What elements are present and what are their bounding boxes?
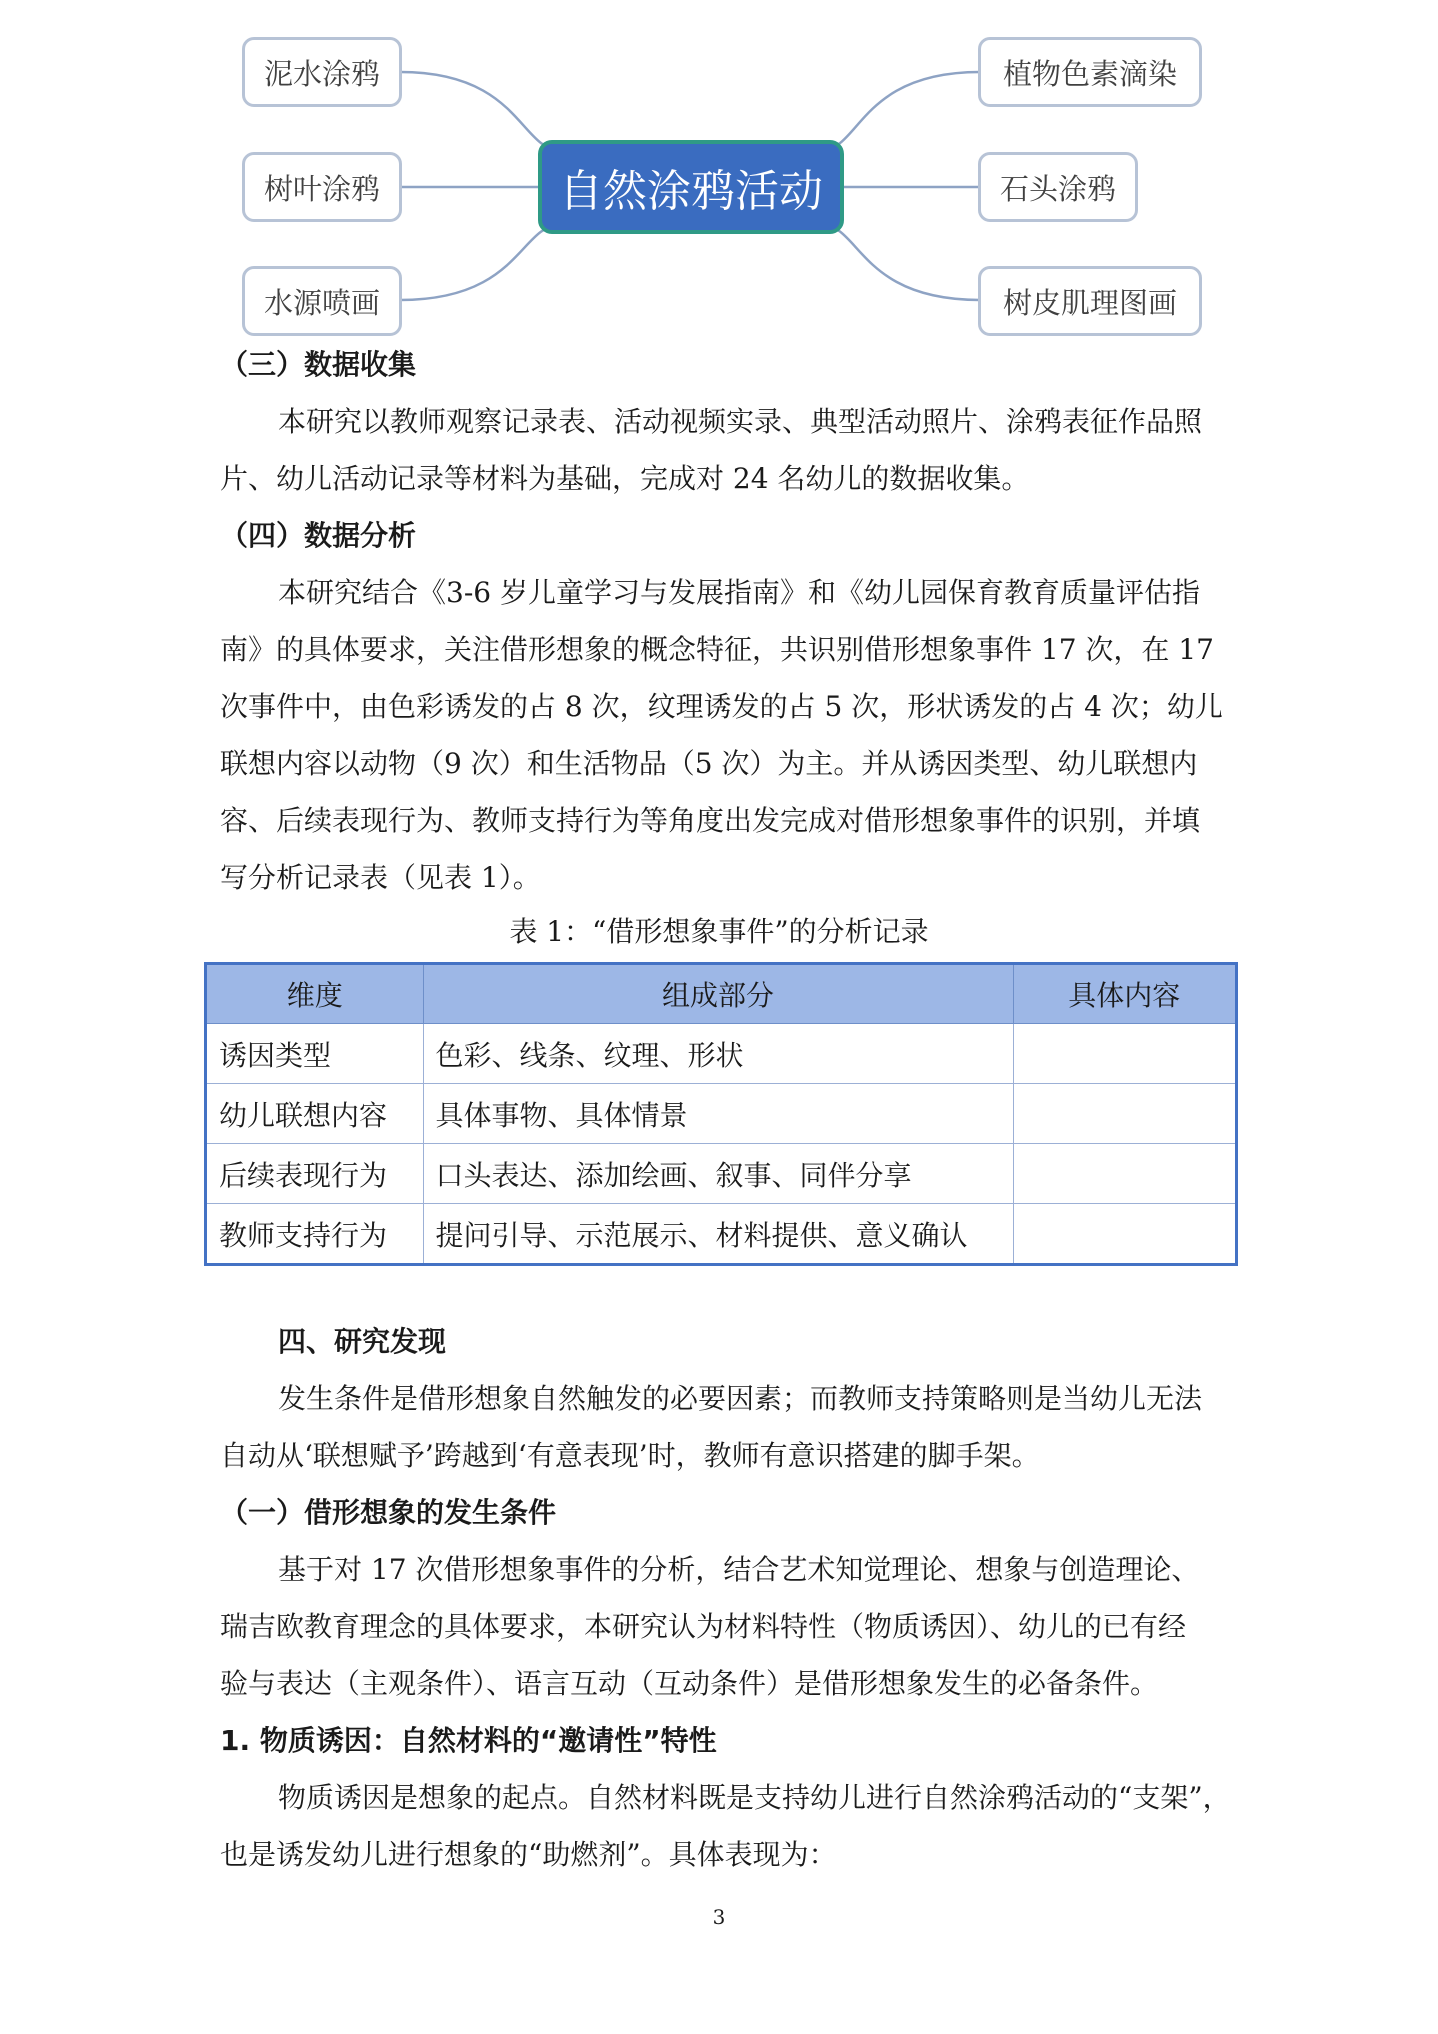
paragraph-line: 南》的具体要求，关注借形想象的概念特征，共识别借形想象事件 17 次，在 17 — [220, 633, 1214, 666]
table-cell: 诱因类型 — [207, 1024, 423, 1084]
connector-left-3 — [400, 225, 560, 300]
table-header-row — [207, 965, 1235, 1024]
paragraph-line: 本研究以教师观察记录表、活动视频实录、典型活动照片、涂鸦表征作品照 — [278, 405, 1203, 438]
analysis-table — [204, 962, 1238, 1266]
paragraph-line: 基于对 17 次借形想象事件的分析，结合艺术知觉理论、想象与创造理论、 — [278, 1553, 1200, 1586]
paragraph-line: 物质诱因是想象的起点。自然材料既是支持幼儿进行自然涂鸦活动的“支架”， — [278, 1781, 1231, 1814]
section-heading-data-analysis: （四）数据分析 — [220, 519, 417, 552]
table-row — [207, 1144, 1235, 1204]
table-cell — [1013, 1024, 1235, 1084]
table-row — [207, 1024, 1235, 1084]
point-heading-material-inducement: 1. 物质诱因：自然材料的“邀请性”特性 — [220, 1724, 717, 1757]
paragraph-line: 容、后续表现行为、教师支持行为等角度出发完成对借形想象事件的识别，并填 — [220, 804, 1201, 837]
table-cell: 幼儿联想内容 — [207, 1084, 423, 1144]
table-cell — [1013, 1084, 1235, 1144]
page-number: 3 — [712, 1905, 726, 1929]
paragraph-line: 也是诱发幼儿进行想象的“助燃剂”。具体表现为： — [220, 1838, 837, 1871]
table-row — [207, 1084, 1235, 1144]
table-cell: 提问引导、示范展示、材料提供、意义确认 — [423, 1204, 1013, 1264]
table-cell — [1013, 1204, 1235, 1264]
paragraph-line: 瑞吉欧教育理念的具体要求，本研究认为材料特性（物质诱因）、幼儿的已有经 — [220, 1610, 1187, 1643]
section-heading-data-collection: （三）数据收集 — [220, 348, 417, 381]
table-cell: 教师支持行为 — [207, 1204, 423, 1264]
paragraph-line: 写分析记录表（见表 1）。 — [220, 861, 541, 894]
paragraph-line: 验与表达（主观条件）、语言互动（互动条件）是借形想象发生的必备条件。 — [220, 1667, 1159, 1700]
table-cell: 色彩、线条、纹理、形状 — [423, 1024, 1013, 1084]
table-cell: 后续表现行为 — [207, 1144, 423, 1204]
paragraph-line: 自动从‘联想赋予’跨越到‘有意表现’时，教师有意识搭建的脚手架。 — [220, 1439, 1040, 1472]
table-caption: 表 1：“借形想象事件”的分析记录 — [509, 915, 929, 948]
table-row — [207, 1204, 1235, 1264]
mind-map-diagram — [0, 0, 1438, 345]
table-cell: 口头表达、添加绘画、叙事、同伴分享 — [423, 1144, 1013, 1204]
mind-map-node-right-1: 植物色素滴染 — [978, 37, 1202, 107]
mind-map-node-right-3: 树皮肌理图画 — [978, 266, 1202, 336]
table-header-cell: 维度 — [207, 965, 423, 1024]
connector-left-1 — [400, 72, 560, 150]
table-cell — [1013, 1144, 1235, 1204]
mind-map-center-node: 自然涂鸦活动 — [538, 140, 844, 234]
mind-map-node-left-1: 泥水涂鸦 — [242, 37, 402, 107]
mind-map-node-left-3: 水源喷画 — [242, 266, 402, 336]
paragraph-line: 次事件中，由色彩诱发的占 8 次，纹理诱发的占 5 次，形状诱发的占 4 次；幼儿 — [220, 690, 1223, 723]
connector-right-3 — [822, 225, 980, 300]
connector-right-1 — [822, 72, 980, 150]
paragraph-line: 发生条件是借形想象自然触发的必要因素；而教师支持策略则是当幼儿无法 — [278, 1382, 1203, 1415]
paragraph-line: 联想内容以动物（9 次）和生活物品（5 次）为主。并从诱因类型、幼儿联想内 — [220, 747, 1198, 780]
mind-map-node-right-2: 石头涂鸦 — [978, 152, 1138, 222]
paragraph-line: 本研究结合《3-6 岁儿童学习与发展指南》和《幼儿园保育教育质量评估指 — [278, 576, 1200, 609]
paragraph-line: 片、幼儿活动记录等材料为基础，完成对 24 名幼儿的数据收集。 — [220, 462, 1030, 495]
table-header-cell: 组成部分 — [423, 965, 1013, 1024]
section-heading-findings: 四、研究发现 — [278, 1325, 447, 1358]
mind-map-node-left-2: 树叶涂鸦 — [242, 152, 402, 222]
table-header-cell: 具体内容 — [1013, 965, 1235, 1024]
subsection-heading-conditions: （一）借形想象的发生条件 — [220, 1496, 557, 1529]
table-cell: 具体事物、具体情景 — [423, 1084, 1013, 1144]
